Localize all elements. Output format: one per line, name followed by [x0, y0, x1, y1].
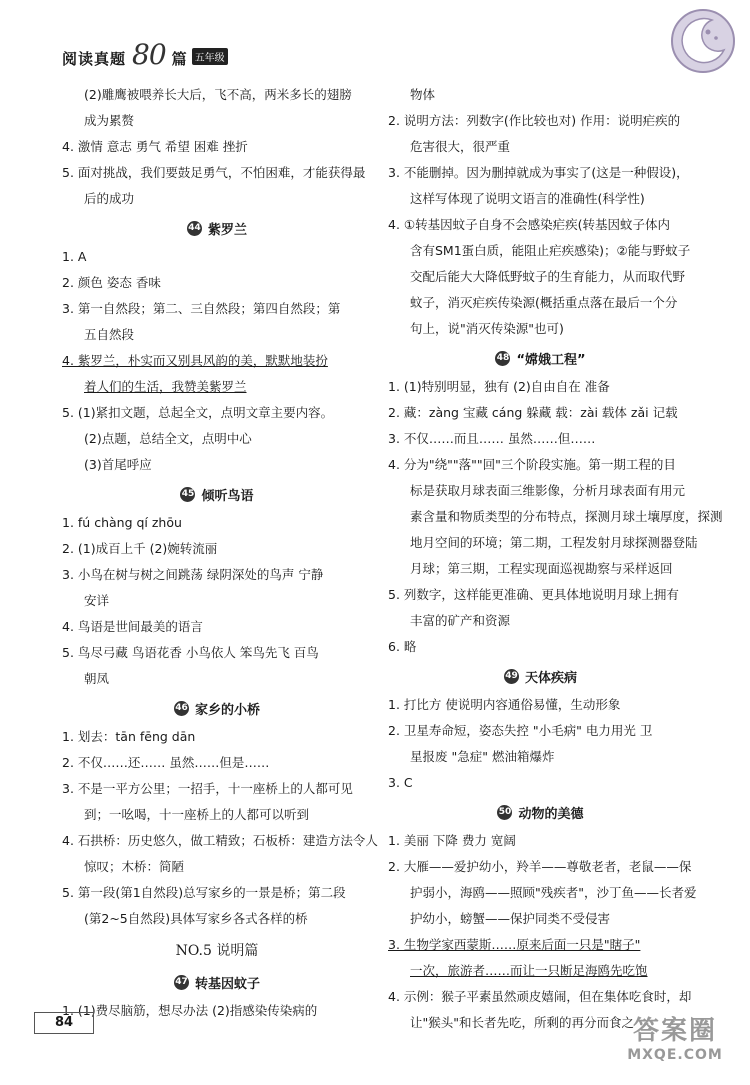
answer-line: 护弱小，海鸥——照顾"残疾者"，沙丁鱼——长者爱: [410, 885, 697, 900]
section-heading: [388, 342, 693, 374]
answer-line: 让"猴头"和长者先吃，所剩的再分而食之: [410, 1015, 634, 1030]
section-heading: [388, 796, 693, 828]
answer-line: 3. 不是一平方公里；一招手，十一座桥上的人都可见: [62, 781, 353, 796]
answer-line: 2. 颜色 姿态 香味: [62, 275, 161, 290]
section-heading: [62, 692, 372, 724]
answer-line: 4. 紫罗兰，朴实而又别具风韵的美，默默地装扮: [62, 353, 328, 368]
answer-line: 1. A: [62, 249, 87, 264]
answer-line: 4. ①转基因蚊子自身不会感染疟疾(转基因蚊子体内: [388, 217, 670, 232]
section-title: 倾听鸟语: [201, 488, 254, 504]
section-title: 紫罗兰: [207, 222, 247, 238]
answer-line: 4. 分为"绕""落""回"三个阶段实施。第一期工程的目: [388, 457, 676, 472]
answer-line: 3. 不能删掉。因为删掉就成为事实了(这是一种假设)，: [388, 165, 689, 180]
answer-line: 丰富的矿产和资源: [410, 613, 511, 628]
answer-line: (2)雕鹰被喂养长大后，飞不高，两米多长的翅膀: [84, 87, 352, 102]
answer-line: 2. 不仅……还…… 虽然……但是……: [62, 755, 270, 770]
answer-line: 成为累赘: [84, 113, 135, 128]
answer-line: 这样写体现了说明文语言的准确性(科学性): [410, 191, 645, 206]
answer-line: 2. 说明方法：列数字(作比较也对) 作用：说明疟疾的: [388, 113, 681, 128]
section-number-badge: 48: [495, 351, 510, 366]
answer-line: 5. 面对挑战，我们要鼓足勇气，不怕困难，才能获得最: [62, 165, 366, 180]
answer-line: 1. fú chàng qí zhōu: [62, 515, 182, 530]
answer-line: 素含量和物质类型的分布特点，探测月球土壤厚度，探测: [410, 509, 723, 524]
answer-line: 含有SM1蛋白质，能阻止疟疾感染)；②能与野蚊子: [410, 243, 691, 258]
watermark-url: MXQE.COM: [627, 1047, 723, 1063]
answer-line: (3)首尾呼应: [84, 457, 152, 472]
book-title: 阅读真题: [62, 50, 127, 68]
section-number-badge: 50: [497, 805, 512, 820]
grade-badge: 五年级: [192, 48, 228, 65]
answer-line: 安详: [84, 593, 110, 608]
answer-line: 2. 大雁——爱护幼小，羚羊——尊敬老者，老鼠——保: [388, 859, 692, 874]
answer-line: 交配后能大大降低野蚊子的生育能力，从而取代野: [410, 269, 686, 284]
book-title-suffix: 篇: [171, 50, 187, 68]
section-heading: [62, 966, 372, 998]
answer-line: 星报废 "急症" 燃油箱爆炸: [410, 749, 555, 764]
answer-line: 3. C: [388, 775, 413, 790]
answer-line: 着人们的生活，我赞美紫罗兰: [84, 379, 247, 394]
answer-line: 5. 第一段(第1自然段)总写家乡的一景是桥；第二段: [62, 885, 346, 900]
page-number: 84: [34, 1012, 94, 1034]
answer-line: 1. (1)特别明显，独有 (2)自由自在 准备: [388, 379, 610, 394]
answer-line: 朝凤: [84, 671, 110, 686]
answer-line: 3. 小鸟在树与树之间跳荡 绿阴深处的鸟声 宁静: [62, 567, 324, 582]
answer-line: 物体: [410, 87, 436, 102]
answer-line: 句上，说"消灭传染源"也可): [410, 321, 564, 336]
answer-line: 6. 略: [388, 639, 417, 654]
section-number-badge: 46: [174, 701, 189, 716]
section-title: 天体疾病: [524, 670, 577, 686]
answer-line: 4. 石拱桥：历史悠久，做工精致；石板桥：建造方法令人: [62, 833, 378, 848]
watermark: [610, 1010, 740, 1078]
section-number-badge: 49: [504, 669, 519, 684]
section-heading: [62, 212, 372, 244]
answer-line: 4. 示例：猴子平素虽然顽皮嬉闹，但在集体吃食时，却: [388, 989, 692, 1004]
section-title: 动物的美德: [518, 806, 584, 822]
answer-line: 1. 美丽 下降 费力 宽阔: [388, 833, 516, 848]
answer-line: 4. 鸟语是世间最美的语言: [62, 619, 203, 634]
section-heading: [388, 660, 693, 692]
answer-line: 5. 鸟尽弓藏 鸟语花香 小鸟依人 笨鸟先飞 百鸟: [62, 645, 319, 660]
answer-line: 4. 激情 意志 勇气 希望 困难 挫折: [62, 139, 248, 154]
section-heading: [62, 478, 372, 510]
answer-line: 一次，旅游者……而让一只断足海鸥先吃饱: [410, 963, 648, 978]
page-header: [62, 38, 228, 70]
book-title-number: 80: [132, 38, 166, 71]
answer-line: (2)点题，总结全文，点明中心: [84, 431, 252, 446]
answer-line: 1. 划去：tān fēng dān: [62, 729, 196, 744]
watermark-logo-text: 答案圈: [632, 1016, 717, 1046]
answer-line: 危害很大，很严重: [410, 139, 511, 154]
moon-logo-icon: [668, 6, 738, 76]
answer-line: 惊叹；木桥：简陋: [84, 859, 185, 874]
answer-line: 月球；第三期，工程实现面巡视勘察与采样返回: [410, 561, 673, 576]
answer-line: 5. (1)紧扣文题，总起全文，点明文章主要内容。: [62, 405, 334, 420]
answer-line: 护幼小，螃蟹——保护同类不受侵害: [410, 911, 611, 926]
answer-line: 2. 卫星寿命短，姿态失控 "小毛病" 电力用光 卫: [388, 723, 653, 738]
section-title: 转基因蚊子: [194, 976, 260, 992]
answer-line: (第2~5自然段)具体写家乡各式各样的桥: [84, 911, 308, 926]
answer-column-left: [62, 82, 378, 1024]
answer-line: 1. 打比方 使说明内容通俗易懂，生动形象: [388, 697, 621, 712]
answer-line: 五自然段: [84, 327, 135, 342]
answer-line: 5. 列数字，这样能更准确、更具体地说明月球上拥有: [388, 587, 679, 602]
answer-line: 3. 不仅……而且…… 虽然……但……: [388, 431, 596, 446]
answer-line: 后的成功: [84, 191, 135, 206]
answer-line: 2. 藏：zàng 宝藏 cáng 躲藏 载：zài 载体 zǎi 记载: [388, 405, 678, 420]
answer-line: 蚊子，消灭疟疾传染源(概括重点落在最后一个分: [410, 295, 678, 310]
answer-line: 地月空间的环境；第二期，工程发射月球探测器登陆: [410, 535, 698, 550]
answer-line: 2. (1)成百上千 (2)婉转流丽: [62, 541, 218, 556]
section-number-badge: 44: [187, 221, 202, 236]
section-title: “嫦娥工程”: [516, 352, 586, 368]
answer-line: 1. (1)费尽脑筋，想尽办法 (2)指感染传染病的: [62, 1003, 318, 1018]
part-heading: NO.5 说明篇: [175, 943, 259, 959]
section-number-badge: 47: [174, 975, 189, 990]
answer-line: 3. 生物学家西蒙斯……原来后面一只是"瞎子": [388, 937, 641, 952]
section-number-badge: 45: [180, 487, 195, 502]
answer-line: 标是获取月球表面三维影像，分析月球表面有用元: [410, 483, 686, 498]
section-title: 家乡的小桥: [194, 702, 260, 718]
answer-line: 3. 第一自然段；第二、三自然段；第四自然段；第: [62, 301, 341, 316]
answer-line: 到；一吆喝，十一座桥上的人都可以听到: [84, 807, 310, 822]
